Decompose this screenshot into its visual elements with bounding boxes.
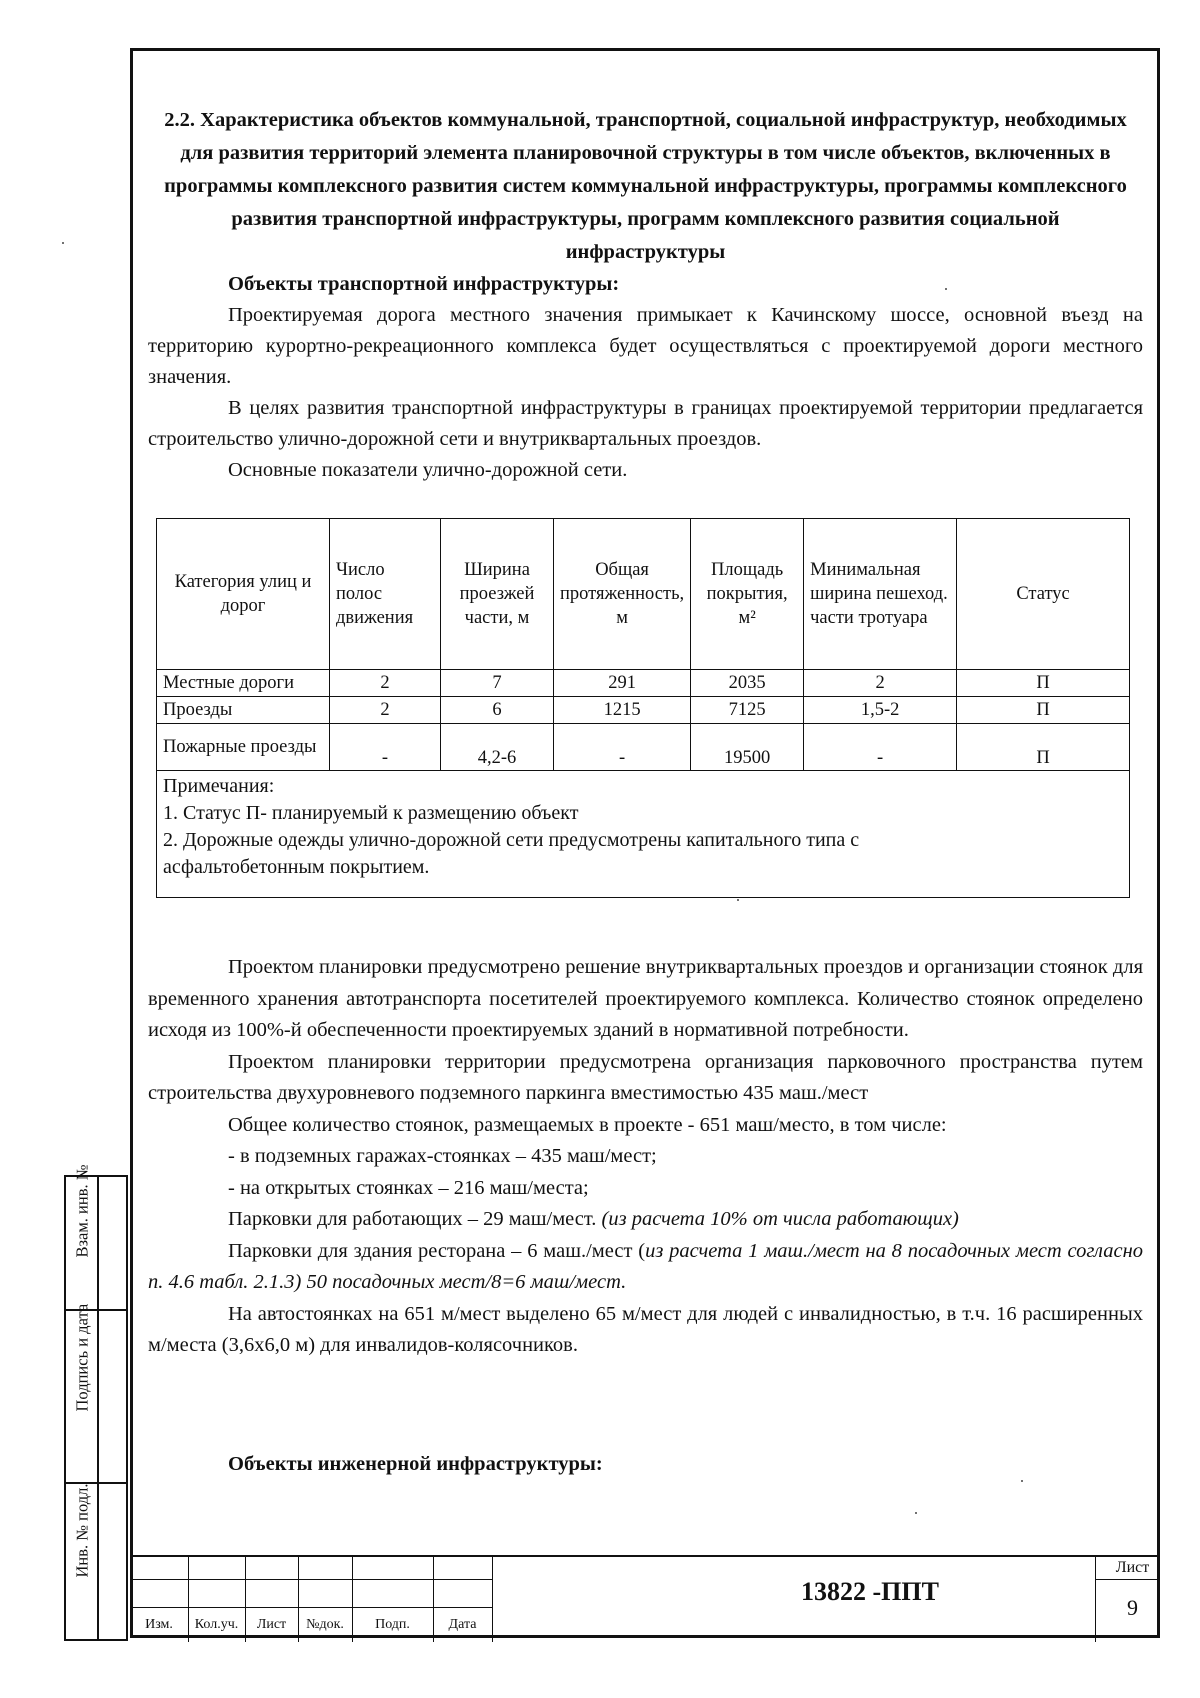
paragraph-3: Основные показатели улично-дорожной сети. <box>228 459 628 481</box>
note-1: 1. Статус П- планируемый к размещению объект <box>163 802 579 824</box>
section-heading: 2.2. Характеристика объектов коммунальной, транспортной, социальной инфраструктур, необходимых для развития территорий элемента планировочной структуры в том числе объектов, включенных в программы комплексного развития систем коммунальной инфраструктуры, программы комплексного развития транспортной инфраструктуры, программ комплексного развития социальной инфраструктуры <box>164 109 1127 263</box>
cell: - <box>330 724 441 771</box>
paragraph-9 <box>148 1204 1143 1236</box>
p10-text: Парковки для здания ресторана – 6 маш./мест ( <box>228 1239 646 1262</box>
header-area: Площадь покрытия, м² <box>691 519 804 670</box>
table-header-row <box>157 519 1130 670</box>
table-row <box>157 724 1130 771</box>
paragraph-11: На автостоянках на 651 м/мест выделено 65 м/мест для людей с инвалидностью, в т.ч. 16 расширенных м/места (3,6х6,0 м) для инвалидов-колясочников. <box>148 1302 1143 1356</box>
side-stamp <box>64 1164 128 1641</box>
road-network-table <box>156 518 1130 898</box>
parking-section <box>148 952 1143 1362</box>
tb-label-kolvo: Кол.уч. <box>194 1617 239 1632</box>
p9-text: Парковки для работающих – 29 маш/мест. <box>228 1208 602 1230</box>
main-content <box>148 104 1143 486</box>
cell: 2 <box>330 670 441 697</box>
table-notes-row <box>157 771 1130 898</box>
tb-row-line <box>130 1579 492 1580</box>
header-lanes: Число полос движения <box>330 519 441 670</box>
tb-label-podp: Подп. <box>375 1617 410 1632</box>
stamp-vzam-label: Взам. инв. № <box>72 1164 92 1258</box>
tb-col-line <box>492 1557 493 1642</box>
table-row <box>157 697 1130 724</box>
paragraph-4: Проектом планировки предусмотрено решение внутриквартальных проездов и организации стоянок для временного хранения автотранспорта посетителей проектируемого комплекса. Количество стоянок определено исходя из 100%-й обеспеченности проектируемых зданий в нормативной потребности. <box>148 956 1143 1041</box>
paragraph-1: Проектируемая дорога местного значения примыкает к Качинскому шоссе, основной въезд на территорию курортно-рекреационного комплекса будет осуществляться с проектируемой дороги местного значения. <box>148 304 1143 388</box>
header-sidewalk: Минимальная ширина пешеход. части тротуара <box>804 519 957 670</box>
header-width: Ширина проезжей части, м <box>441 519 554 670</box>
cell: 2035 <box>691 670 804 697</box>
paragraph-10 <box>148 1236 1143 1299</box>
cell: Пожарные проезды <box>157 724 330 771</box>
cell: Проезды <box>157 697 330 724</box>
engineering-heading: Объекты инженерной инфраструктуры: <box>228 1453 603 1475</box>
tb-label-izm: Изм. <box>145 1617 173 1632</box>
cell: 7125 <box>691 697 804 724</box>
cell: 4,2-6 <box>441 724 554 771</box>
scan-speck <box>1021 1480 1023 1482</box>
document-number: 13822 -ППТ <box>801 1577 939 1606</box>
cell: Местные дороги <box>157 670 330 697</box>
table-notes <box>157 771 1130 898</box>
scan-speck <box>915 1512 917 1514</box>
tb-row-line <box>1095 1579 1160 1580</box>
cell: 1,5-2 <box>804 697 957 724</box>
scan-speck <box>945 288 947 290</box>
paragraph-6: Общее количество стоянок, размещаемых в проекте - 651 маш/место, в том числе: <box>228 1113 947 1136</box>
paragraph-8: - на открытых стоянках – 216 маш/места; <box>228 1176 589 1199</box>
tb-label-ndok: №док. <box>306 1617 344 1632</box>
paragraph-5: Проектом планировки территории предусмотрена организация парковочного пространства путем строительства двухуровневого подземного паркинга вместимостью 435 маш./мест <box>148 1050 1143 1104</box>
header-status: Статус <box>957 519 1130 670</box>
notes-title: Примечания: <box>163 775 275 797</box>
note-2: 2. Дорожные одежды улично-дорожной сети предусмотрены капитального типа с асфальтобетонным покрытием. <box>163 829 860 878</box>
stamp-signature-label: Подпись и дата <box>72 1303 92 1412</box>
header-category: Категория улиц и дорог <box>157 519 330 670</box>
cell: 7 <box>441 670 554 697</box>
cell: - <box>804 724 957 771</box>
cell: 2 <box>804 670 957 697</box>
cell: 19500 <box>691 724 804 771</box>
scan-speck <box>737 899 739 901</box>
scan-speck <box>62 242 64 244</box>
cell: 291 <box>554 670 691 697</box>
tb-col-line <box>1095 1557 1096 1642</box>
cell: 2 <box>330 697 441 724</box>
tb-label-data: Дата <box>448 1617 477 1632</box>
cell: - <box>554 724 691 771</box>
title-block <box>130 1555 1160 1642</box>
cell: 1215 <box>554 697 691 724</box>
cell: П <box>957 724 1130 771</box>
transport-heading: Объекты транспортной инфраструктуры: <box>228 273 620 295</box>
paragraph-7: - в подземных гаражах-стоянках – 435 маш/мест; <box>228 1145 657 1167</box>
cell: П <box>957 670 1130 697</box>
cell: 6 <box>441 697 554 724</box>
stamp-inventory-label: Инв. № подл. <box>72 1483 92 1578</box>
cell: П <box>957 697 1130 724</box>
p10-italic: из расчета 1 маш./мест на 8 посадочных мест согласно п. 4.6 табл. 2.1.3) 50 посадочных мест/8=6 маш/мест. <box>148 1239 1144 1293</box>
p9-italic: (из расчета 10% от числа работающих) <box>601 1208 959 1230</box>
table-row <box>157 670 1130 697</box>
tb-row-line <box>130 1607 492 1608</box>
header-length: Общая протяженность, м <box>554 519 691 670</box>
sheet-number: 9 <box>1127 1595 1138 1620</box>
tb-label-list: Лист <box>256 1617 287 1632</box>
sheet-label: Лист <box>1115 1559 1150 1576</box>
paragraph-2: В целях развития транспортной инфраструктуры в границах проектируемой территории предлагается строительство улично-дорожной сети и внутриквартальных проездов. <box>148 397 1143 450</box>
